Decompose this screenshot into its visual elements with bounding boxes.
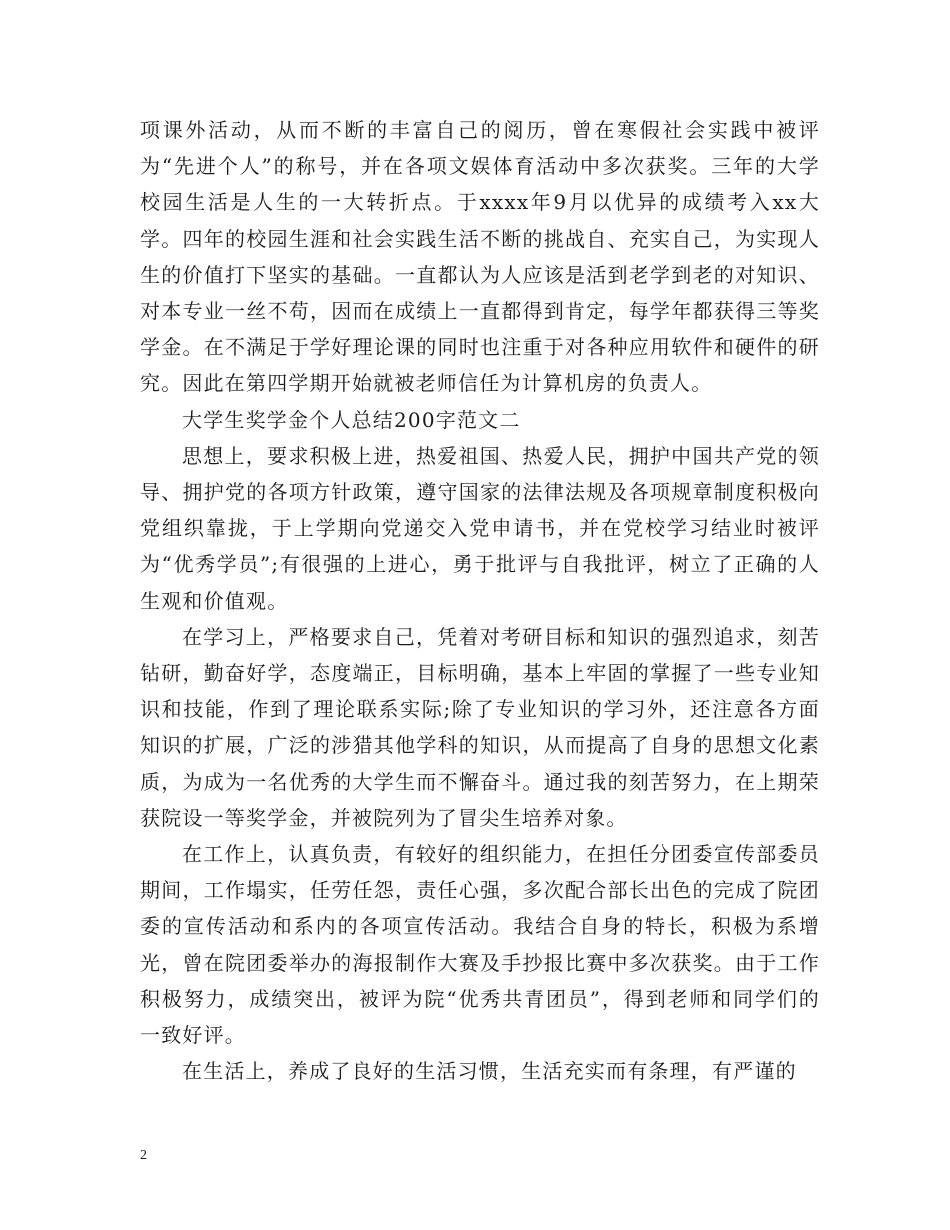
paragraph-study: 在学习上，严格要求自己，凭着对考研目标和知识的强烈追求，刻苦钻研，勤奋好学，态度端正，目标明确，基本上牢固的掌握了一些专业知识和技能，作到了理论联系实际;除了专业知识的学习外，还注意各方面知识的扩展，广泛的涉猎其他学科的知识，从而提高了自身的思想文化素质，为成为一名优秀的大学生而不懈奋斗。通过我的刻苦努力，在上期荣获院设一等奖学金，并被院列为了冒尖生培养对象。 [140, 624, 820, 830]
paragraph-work: 在工作上，认真负责，有较好的组织能力，在担任分团委宣传部委员期间，工作塌实，任劳任怨，责任心强，多次配合部长出色的完成了院团委的宣传活动和系内的各项宣传活动。我结合自身的特长，积极为系增光，曾在院团委举办的海报制作大赛及手抄报比赛中多次获奖。由于工作积极努力，成绩突出，被评为院“优秀共青团员”，得到老师和同学们的一致好评。 [140, 842, 820, 1048]
paragraph-ideology: 思想上，要求积极上进，热爱祖国、热爱人民，拥护中国共产党的领导、拥护党的各项方针政策，遵守国家的法律法规及各项规章制度积极向党组织靠拢，于上学期向党递交入党申请书，并在党校学习结业时被评为“优秀学员”;有很强的上进心，勇于批评与自我批评，树立了正确的人生观和价值观。 [140, 443, 820, 613]
section-title: 大学生奖学金个人总结200字范文二 [182, 407, 521, 432]
page-number: 2 [140, 1148, 147, 1163]
paragraph-life: 在生活上，养成了良好的生活习惯，生活充实而有条理，有严谨的 [182, 1059, 797, 1084]
paragraph-continuation: 项课外活动，从而不断的丰富自己的阅历，曾在寒假社会实践中被评为“先进个人”的称号，并在各项文娱体育活动中多次获奖。三年的大学校园生活是人生的一大转折点。于xxxx年9月以优异的成绩考入xx大学。四年的校园生涯和社会实践生活不断的挑战自、充实自己，为实现人生的价值打下坚实的基础。一直都认为人应该是活到老学到老的对知识、对本专业一丝不苟，因而在成绩上一直都得到肯定，每学年都获得三等奖学金。在不满足于学好理论课的同时也注重于对各种应用软件和硬件的研究。因此在第四学期开始就被老师信任为计算机房的负责人。 [140, 118, 820, 396]
document-body [140, 112, 820, 1089]
